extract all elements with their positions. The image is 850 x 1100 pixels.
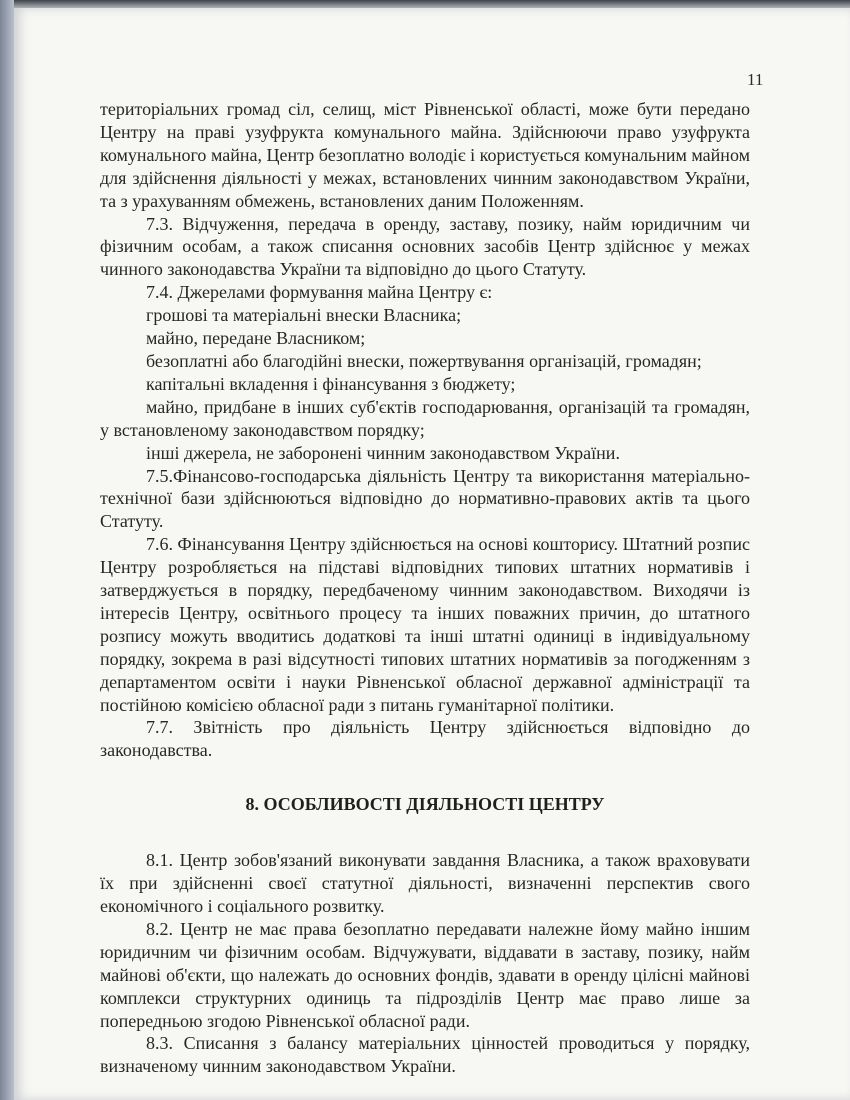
paragraph: 7.5.Фінансово-господарська діяльність Центру та використання матеріально-технічної бази здійснюються відповідно до нормативно-правових актів та цього Статуту. — [100, 465, 750, 532]
paragraph: 7.6. Фінансування Центру здійснюється на основі кошторису. Штатний розпис Центру розробляється на підставі відповідних типових штатних нормативів і затверджується в порядку, передбаченому чинним законодавством. Виходячи із інтересів Центру, освітнього процесу та інших поважних причин, до штатного розпису можуть вводитись додаткові та інші штатні одиниці в індивідуальному порядку, зокрема в разі відсутності типових штатних нормативів за погодженням з департаментом освіти і науки Рівненської обласної державної адміністрації та постійною комісією обласної ради з питань гуманітарної політики. — [100, 534, 750, 715]
paragraph: майно, придбане в інших суб'єктів господарювання, організацій та громадян, у встановленому законодавством порядку; — [100, 396, 750, 440]
paragraph: 8.2. Центр не має права безоплатно передавати належне йому майно іншим юридичним чи фізичним особам. Відчужувати, віддавати в заставу, позику, найм майнові об'єкти, що належать до основних фондів, здавати в оренду цілісні майнові комплекси структурних одиниць та підрозділів Центр має право лише за попередньою згодою Рівненської обласної ради. — [100, 918, 750, 1031]
paragraph: територіальних громад сіл, селищ, міст Рівненської області, може бути передано Центру на праві узуфрукта комунального майна. Здійснюючи право узуфрукта комунального майна, Центр безоплатно володіє і користується комунальним майном для здійснення діяльності у межах, встановлених чинним законодавством України, та з урахуванням обмежень, встановлених даним Положенням. — [100, 99, 750, 211]
section-heading: 8. ОСОБЛИВОСТІ ДІЯЛЬНОСТІ ЦЕНТРУ — [245, 794, 605, 815]
paragraph: грошові та матеріальні внески Власника; — [146, 305, 462, 326]
paragraph: майно, передане Власником; — [146, 328, 366, 349]
paragraph: інші джерела, не заборонені чинним законодавством України. — [146, 442, 620, 463]
paragraphs-top — [100, 98, 750, 762]
paragraph: 8.3. Списання з балансу матеріальних цінностей проводиться у порядку, визначеному чинним законодавством України. — [100, 1033, 750, 1077]
paragraph: 7.4. Джерелами формування майна Центру є: — [146, 282, 493, 303]
paragraph: 8.1. Центр зобов'язаний виконувати завдання Власника, а також враховувати їх при здійсненні своєї статутної діяльності, визначенні перспектив свого економічного і соціального розвитку. — [100, 850, 750, 916]
paragraph: 7.7. Звітність про діяльність Центру здійснюється відповідно до законодавства. — [100, 717, 750, 761]
page-number: 11 — [747, 70, 764, 89]
scan-left-edge — [0, 0, 14, 1100]
paragraph: капітальні вкладення і фінансування з бюджету; — [146, 373, 516, 394]
document-body — [100, 98, 750, 1078]
paragraphs-bottom — [100, 849, 750, 1078]
paragraph: безоплатні або благодійні внески, пожертвування організацій, громадян; — [146, 350, 702, 371]
paragraph: 7.3. Відчуження, передача в оренду, заставу, позику, найм юридичним чи фізичним особам, а також списання основних засобів Центр здійснює у межах чинного законодавства України та відповідно до цього Статуту. — [100, 213, 750, 280]
